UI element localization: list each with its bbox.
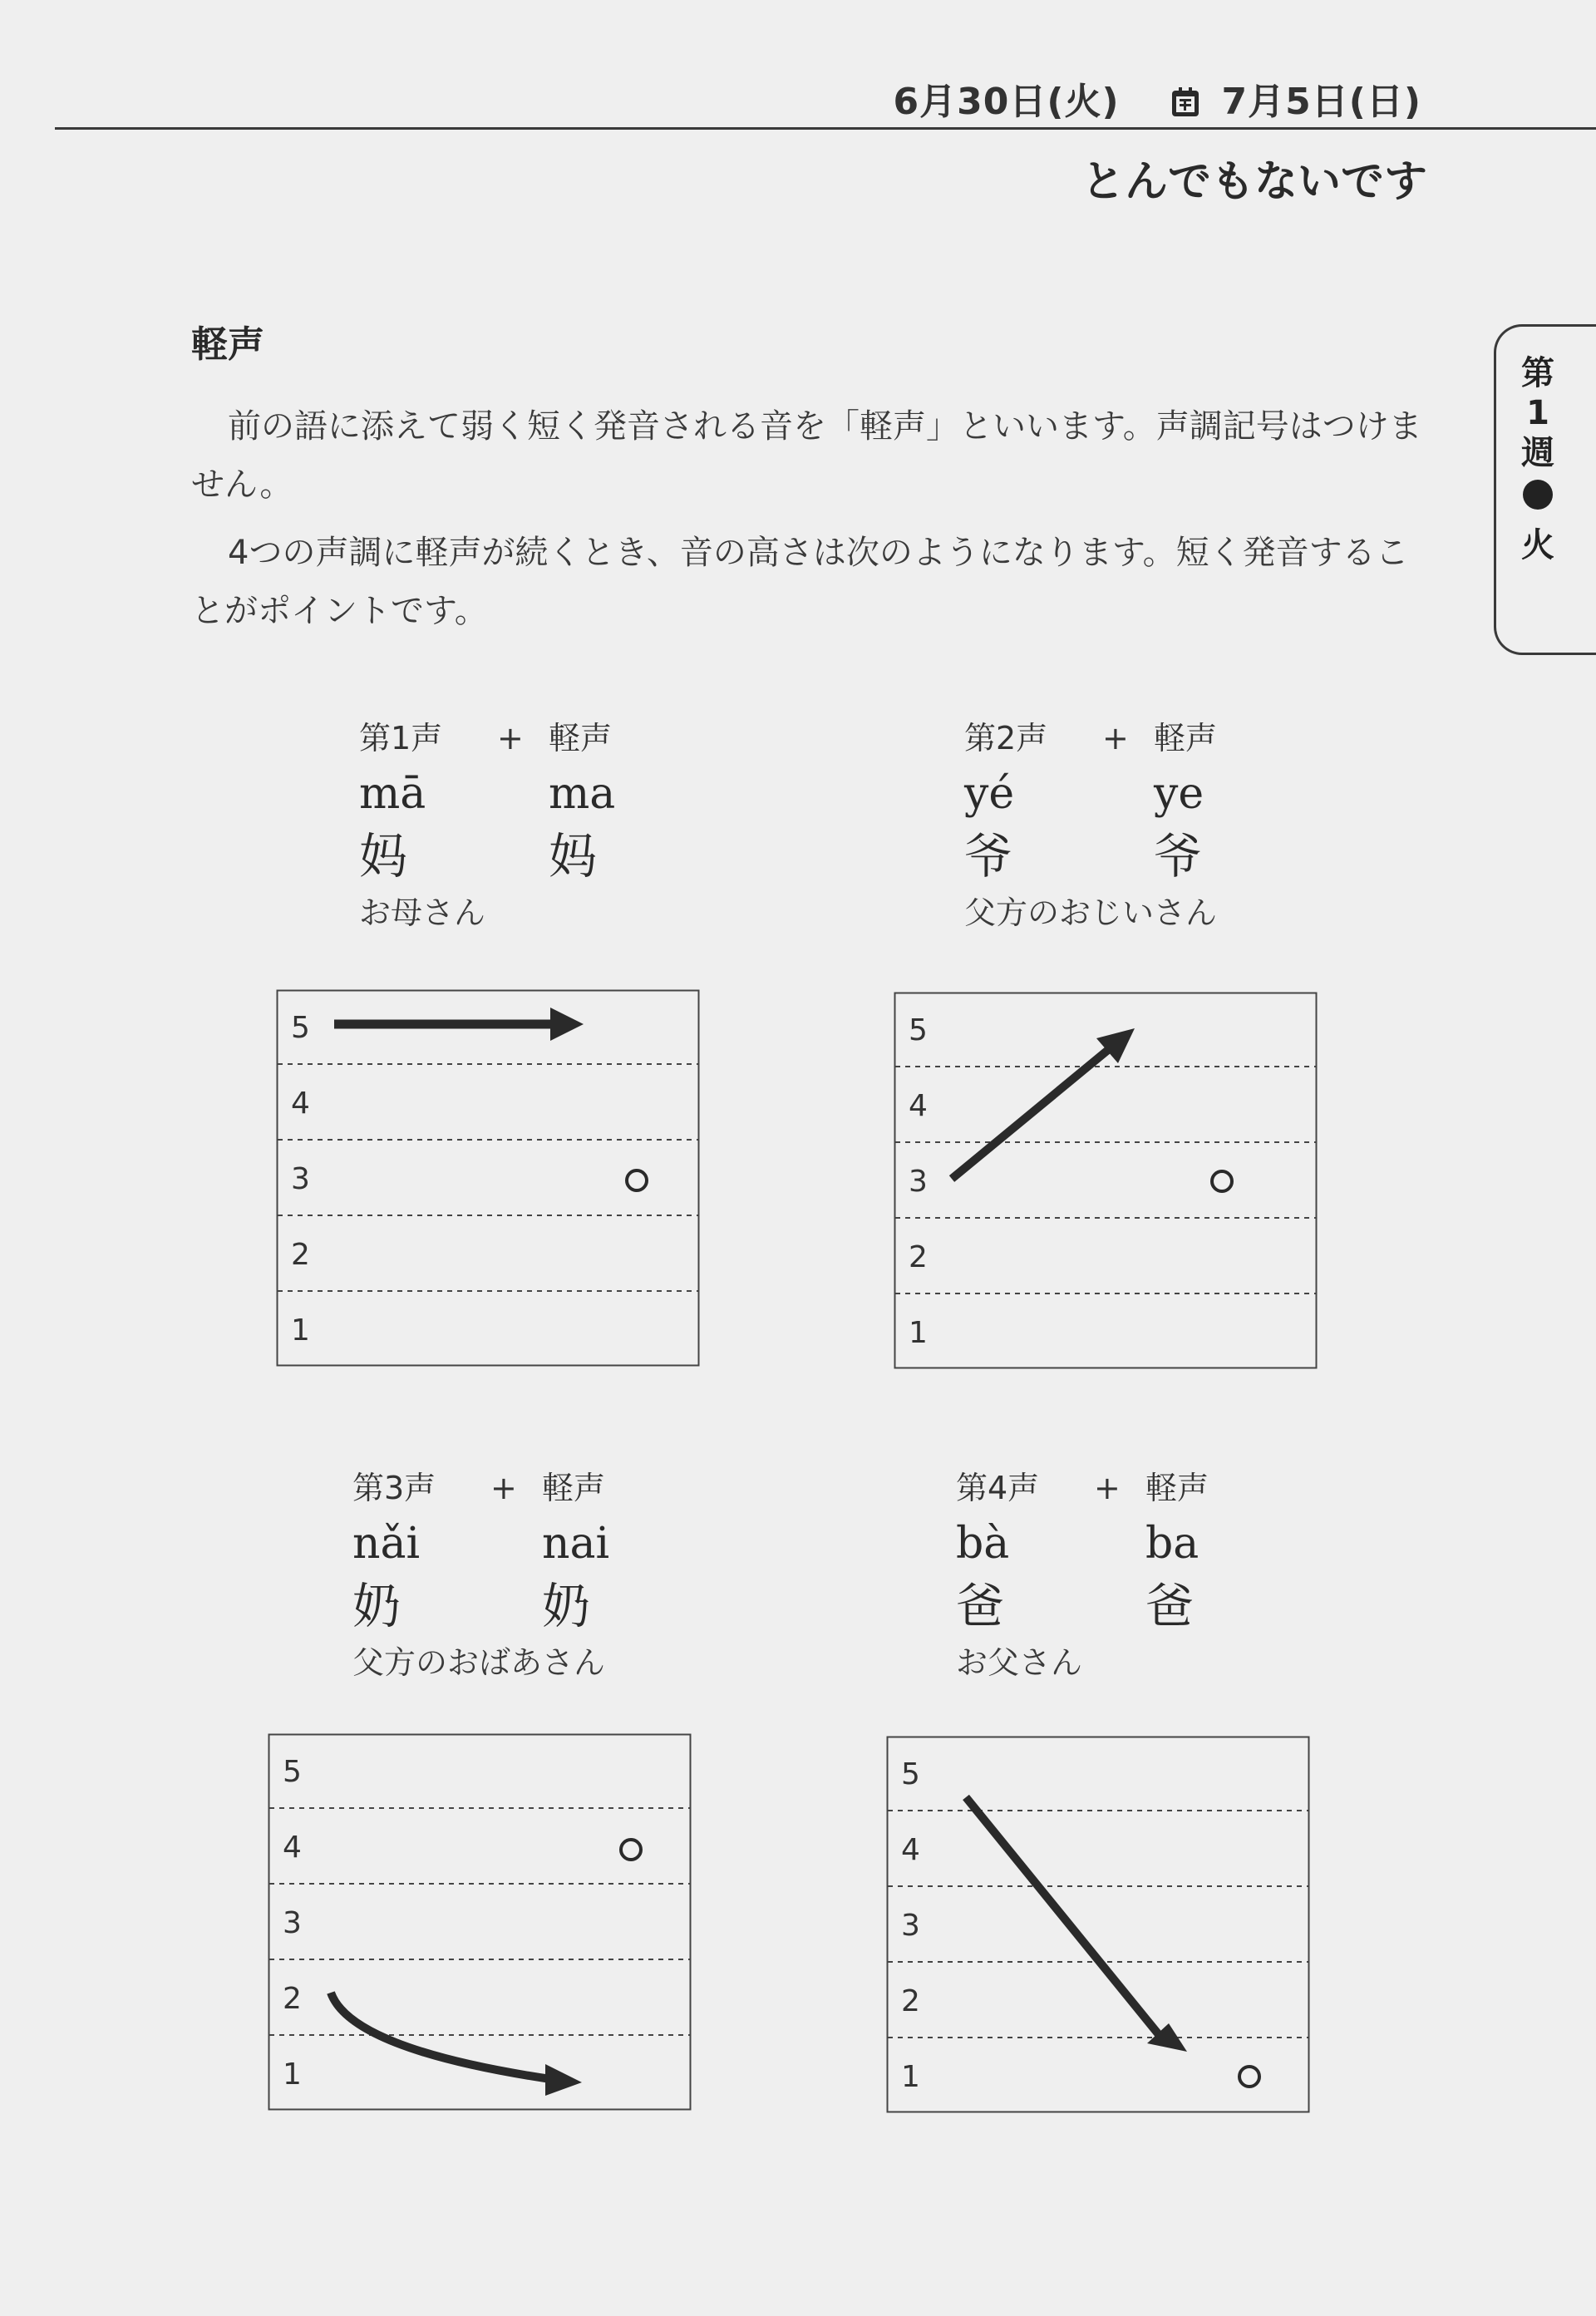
neutral-tone-dot [1239,2067,1259,2087]
paragraph-2: 4つの声調に軽声が続くとき、音の高さは次のようになります。短く発音することがポイントです。 [191,534,1409,630]
section-heading: 軽声 [191,323,264,366]
hanzi-second: 奶 [542,1578,591,1634]
scale-label-5: 5 [283,1755,302,1789]
pinyin-second: ye [1154,769,1204,819]
scale-label-1: 1 [283,2057,302,2092]
scale-label-5: 5 [291,1011,310,1045]
scale-label-1: 1 [901,2060,920,2094]
pinyin-first: bà [956,1519,1010,1569]
tone-label: 第1声 [359,720,443,756]
date-start: 6月30日(火) [893,81,1120,123]
example-tone4 [956,1463,1388,1688]
bullet-dot-icon [1523,480,1553,510]
pinyin-first: nǎi [352,1519,421,1569]
neutral-label: 軽声 [549,720,613,756]
example-tone1 [359,713,791,938]
gloss: お父さん [956,1644,1083,1681]
neutral-tone-dot [621,1840,641,1860]
scale-label-1: 1 [909,1316,928,1350]
pinyin-first: yé [964,769,1015,819]
hanzi-first: 爷 [964,828,1013,885]
scale-label-3: 3 [283,1906,302,1940]
scale-label-3: 3 [291,1162,310,1196]
hanzi-first: 爸 [956,1578,1005,1634]
plus-sign: + [490,1470,517,1506]
tab-week-number: 1 [1526,394,1549,432]
neutral-tone-dot [1212,1171,1232,1191]
pinyin-second: nai [542,1519,610,1569]
scale-label-1: 1 [291,1313,310,1348]
scale-label-5: 5 [901,1757,920,1791]
header-rule [55,127,1596,130]
pinyin-first: mā [359,769,426,819]
hanzi-first: 妈 [359,828,408,885]
scale-label-4: 4 [901,1833,920,1867]
example-tone3 [352,1463,785,1688]
falling-arrow [966,1797,1187,2052]
scale-label-3: 3 [909,1165,928,1199]
scale-label-4: 4 [291,1087,310,1121]
tone-label: 第4声 [956,1470,1040,1506]
scale-label-2: 2 [901,1984,920,2018]
paragraph-1: 前の語に添えて弱く短く発音される音を「軽声」といいます。声調記号はつけません。 [191,407,1422,504]
plus-sign: + [497,720,524,756]
neutral-label: 軽声 [1145,1470,1209,1506]
tab-day: 火 [1521,526,1554,564]
scale-label-2: 2 [291,1238,310,1272]
pitch-diagram-tone2 [894,992,1318,1369]
scale-label-3: 3 [901,1909,920,1943]
tone-label: 第2声 [964,720,1048,756]
plus-sign: + [1102,720,1129,756]
gloss: 父方のおじいさん [964,894,1218,931]
scale-label-2: 2 [283,1982,302,2016]
header-date [873,71,1421,125]
example-tone2 [964,713,1396,938]
pinyin-second: ba [1145,1519,1199,1569]
gloss: 父方のおばあさん [352,1644,606,1681]
page-title: とんでもないです [1081,157,1427,207]
neutral-label: 軽声 [1154,720,1218,756]
week-tab [1494,324,1596,655]
tab-week-prefix: 第 [1521,354,1554,392]
scale-label-2: 2 [909,1240,928,1274]
hanzi-second: 爷 [1154,828,1203,885]
hanzi-first: 奶 [352,1578,401,1634]
pitch-diagram-tone1 [276,989,700,1367]
neutral-tone-dot [627,1170,647,1190]
pitch-diagram-tone4 [886,1736,1310,2113]
scale-label-5: 5 [909,1013,928,1047]
neutral-label: 軽声 [542,1470,606,1506]
date-end: 7月5日(日) [1221,81,1421,123]
calendar-icon [1171,84,1199,114]
level-arrow [334,1008,584,1041]
dipping-arrow [331,1993,582,2096]
hanzi-second: 爸 [1145,1578,1195,1634]
scale-label-4: 4 [283,1831,302,1865]
scale-label-4: 4 [909,1089,928,1123]
pitch-diagram-tone3 [268,1733,692,2111]
hanzi-second: 妈 [549,828,598,885]
tab-week-suffix: 週 [1521,434,1554,472]
tone-label: 第3声 [352,1470,436,1506]
gloss: お母さん [359,894,486,931]
pinyin-second: ma [549,769,616,819]
plus-sign: + [1094,1470,1121,1506]
rising-arrow [952,1028,1135,1179]
